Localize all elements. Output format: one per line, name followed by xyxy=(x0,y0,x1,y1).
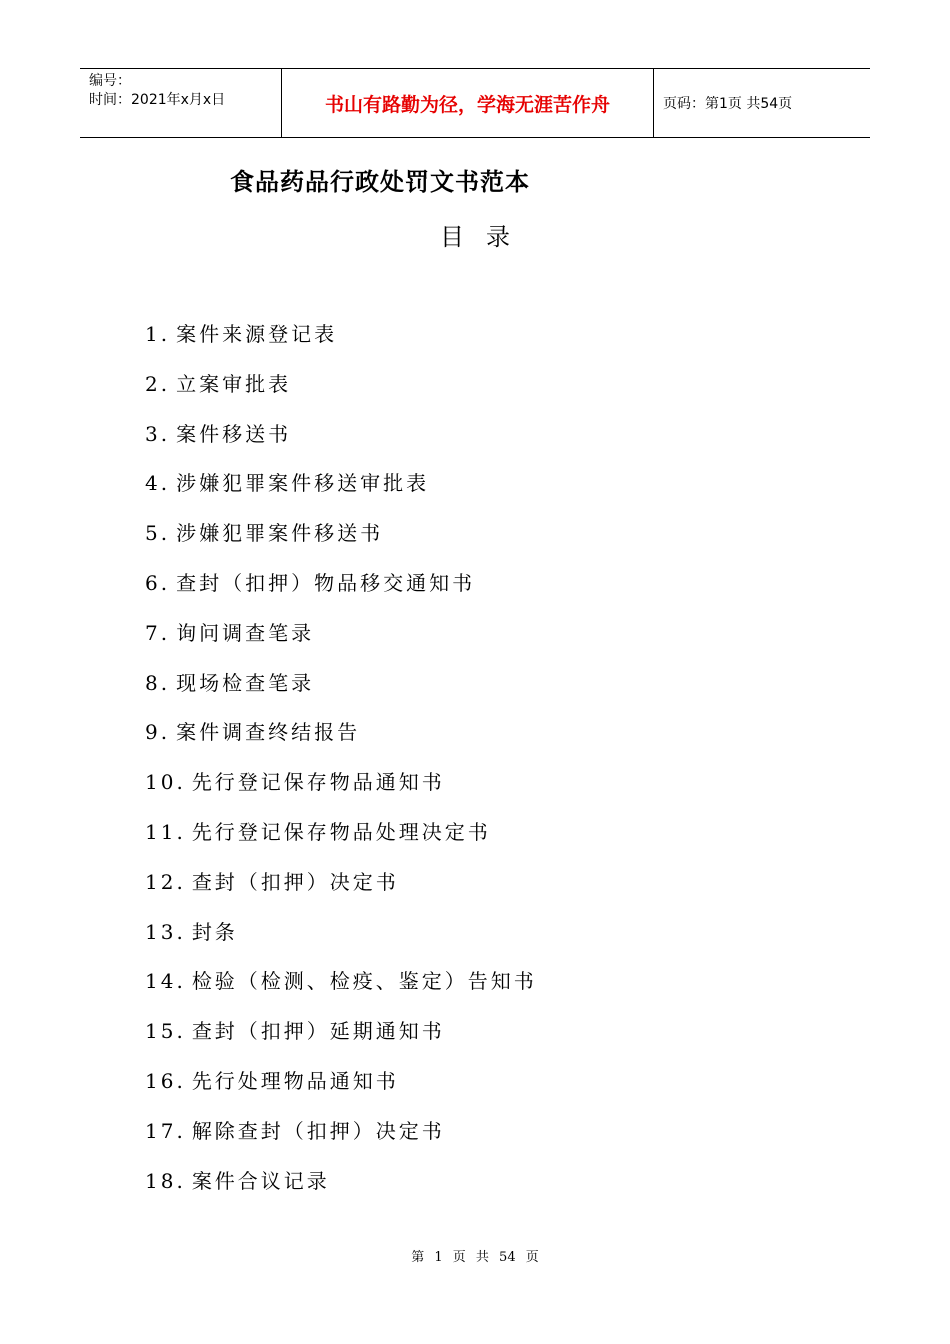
toc-item xyxy=(145,515,537,565)
toc-item-number: 9. xyxy=(145,720,171,745)
toc-item-text: 查封（扣押）决定书 xyxy=(191,869,399,894)
toc-item-number: 16. xyxy=(145,1068,186,1093)
toc-item xyxy=(145,963,537,1013)
toc-item-number: 12. xyxy=(145,869,186,894)
toc-item xyxy=(145,814,537,864)
toc-item-text: 案件来源登记表 xyxy=(176,322,338,346)
toc-item-text: 封条 xyxy=(191,919,238,944)
toc-item-number: 18. xyxy=(145,1168,186,1193)
toc-item-number: 5. xyxy=(145,521,171,546)
toc-item-text: 立案审批表 xyxy=(176,371,292,396)
number-label: 编号： xyxy=(89,73,131,89)
toc-item-text: 案件调查终结报告 xyxy=(176,720,361,745)
time-label: 时间：2021年x月x日 xyxy=(89,92,226,108)
toc-item-text: 解除查封（扣押）决定书 xyxy=(191,1118,445,1143)
toc-item-text: 查封（扣押）延期通知书 xyxy=(191,1019,445,1044)
toc-item-number: 13. xyxy=(145,919,186,944)
toc-item xyxy=(145,1013,537,1063)
toc-item-number: 4. xyxy=(145,471,171,496)
toc-item xyxy=(145,615,537,665)
toc-item-text: 查封（扣押）物品移交通知书 xyxy=(176,570,476,595)
toc-item-number: 15. xyxy=(145,1019,186,1044)
toc-item-number: 14. xyxy=(145,969,186,994)
toc-item-text: 案件合议记录 xyxy=(191,1168,330,1193)
toc-item xyxy=(145,864,537,914)
header-page-info: 页码：第1页 共54页 xyxy=(663,96,793,112)
toc-item xyxy=(145,316,537,366)
toc-item xyxy=(145,1163,537,1213)
toc-item xyxy=(145,465,537,515)
toc-item-number: 2. xyxy=(145,371,171,396)
toc-heading: 目录 xyxy=(440,223,532,251)
toc-item xyxy=(145,714,537,764)
toc-item-text: 先行登记保存物品处理决定书 xyxy=(191,819,491,844)
toc-item-text: 先行处理物品通知书 xyxy=(191,1068,399,1093)
toc-item-text: 检验（检测、检疫、鉴定）告知书 xyxy=(191,969,537,994)
document-title: 食品药品行政处罚文书范本 xyxy=(230,167,530,196)
toc-item-number: 11. xyxy=(145,819,186,844)
toc-item-number: 17. xyxy=(145,1118,186,1143)
header-meta xyxy=(80,69,282,137)
page-footer: 第 1 页 共 54 页 xyxy=(411,1250,539,1265)
toc-item-number: 8. xyxy=(145,670,171,695)
toc-item-number: 3. xyxy=(145,421,171,446)
toc-item-text: 涉嫌犯罪案件移送书 xyxy=(176,521,384,546)
toc-item-number: 1. xyxy=(145,322,171,346)
toc-item-text: 案件移送书 xyxy=(176,421,292,446)
page-header xyxy=(80,68,870,138)
header-motto: 书山有路勤为径，学海无涯苦作舟 xyxy=(282,69,654,137)
toc-item xyxy=(145,366,537,416)
toc-item xyxy=(145,1113,537,1163)
toc-item-number: 6. xyxy=(145,570,171,595)
toc-item xyxy=(145,764,537,814)
toc-item-text: 询问调查笔录 xyxy=(176,620,315,645)
toc-item xyxy=(145,565,537,615)
table-of-contents xyxy=(145,316,537,1212)
toc-item xyxy=(145,1063,537,1113)
toc-item-number: 7. xyxy=(145,620,171,645)
toc-item xyxy=(145,416,537,466)
toc-item xyxy=(145,914,537,964)
toc-item-text: 涉嫌犯罪案件移送审批表 xyxy=(176,471,430,496)
toc-item xyxy=(145,665,537,715)
toc-item-text: 现场检查笔录 xyxy=(176,670,315,695)
toc-item-number: 10. xyxy=(145,770,186,795)
toc-item-text: 先行登记保存物品通知书 xyxy=(191,770,445,795)
